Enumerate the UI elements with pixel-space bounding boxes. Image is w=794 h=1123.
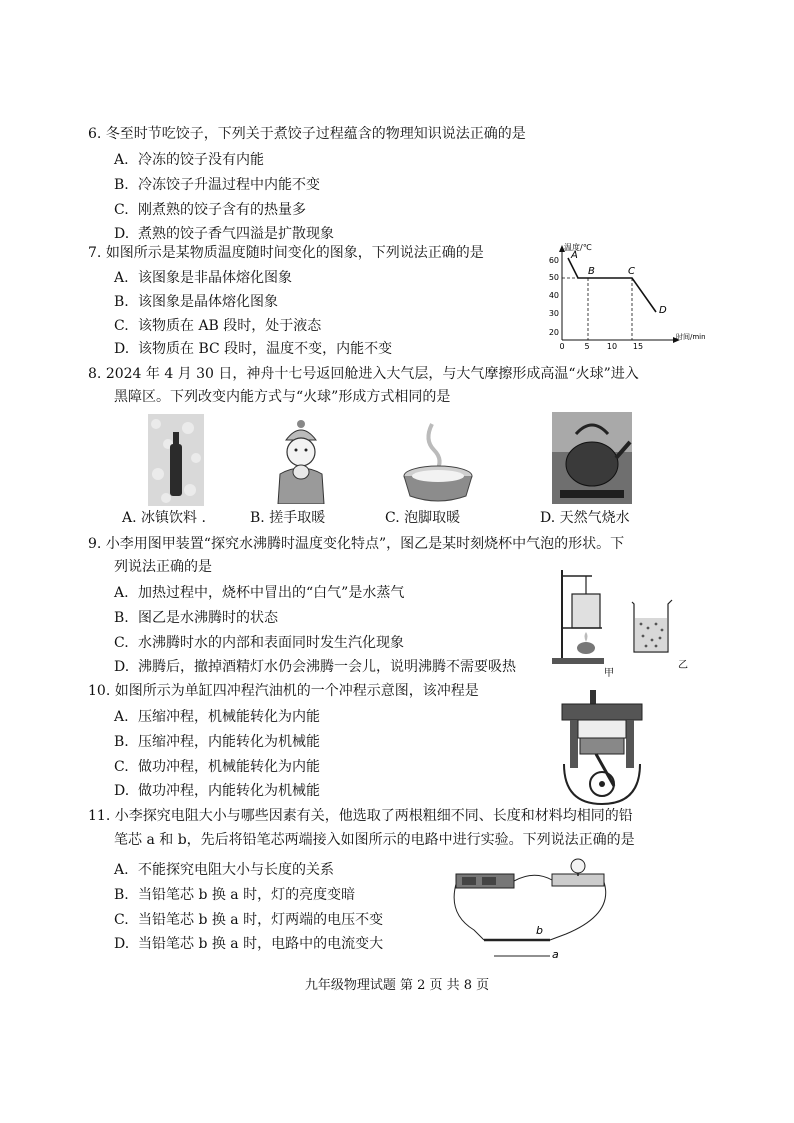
lead-b-label: b [536,924,543,937]
foot-soak-picture [402,420,474,504]
q9-option-c: C. 水沸腾时水的内部和表面同时发生汽化现象 [114,635,404,651]
q7-option-a: A. 该图象是非晶体熔化图象 [114,270,292,286]
q10-option-c: C. 做功冲程，机械能转化为内能 [114,759,320,775]
question-9-stem-line-2: 列说法正确的是 [114,559,212,575]
lead-a-label: a [552,948,559,961]
page-footer: 九年级物理试题 第 2 页 共 8 页 [304,978,490,993]
q6-option-c: C. 刚煮熟的饺子含有的热量多 [114,202,306,218]
x-tick-5: 5 [584,342,590,351]
q11-option-b: B. 当铅笔芯 b 换 a 时，灯的亮度变暗 [114,887,356,903]
question-text: 冬至时节吃饺子，下列关于煮饺子过程蕴含的物理知识说法正确的是 [105,126,526,142]
question-number: 7. [88,245,102,261]
y-tick-20: 20 [548,328,559,337]
q11-option-c: C. 当铅笔芯 b 换 a 时，灯两端的电压不变 [114,912,384,928]
pencil-lead-circuit-figure [448,854,620,962]
graph-curve [568,258,656,312]
q9-option-d: D. 沸腾后，撤掉酒精灯水仍会沸腾一会儿，说明沸腾不需要吸热 [114,659,516,675]
question-11-stem [88,806,708,826]
point-d-label: D [659,305,667,316]
q9-option-b: B. 图乙是水沸腾时的状态 [114,610,278,626]
figure-jia-label: 甲 [604,668,614,678]
q11-option-a: A. 不能探究电阻大小与长度的关系 [114,862,334,878]
question-8-stem [88,364,708,384]
y-tick-40: 40 [548,291,559,300]
question-text: 如图所示是某物质温度随时间变化的图象，下列说法正确的是 [105,245,484,261]
q9-option-a: A. 加热过程中，烧杯中冒出的“白气”是水蒸气 [114,585,405,601]
question-number: 6. [88,126,102,142]
q8-option-c-label: C. 泡脚取暖 [385,510,461,526]
rubbing-hands-picture [270,418,332,504]
question-number: 9. [88,536,102,552]
question-number: 8. [88,366,102,382]
engine-stroke-figure [556,690,648,806]
q7-option-d: D. 该物质在 BC 段时，温度不变，内能不变 [114,341,393,357]
question-6-stem [88,124,688,144]
y-tick-60: 60 [548,256,559,265]
temperature-time-graph [540,240,720,352]
question-text: 如图所示为单缸四冲程汽油机的一个冲程示意图，该冲程是 [114,683,479,699]
q6-option-d: D. 煮熟的饺子香气四溢是扩散现象 [114,226,334,242]
question-text-line-1: 小李用图甲装置“探究水沸腾时温度变化特点”，图乙是某时刻烧杯中气泡的形状。下 [105,536,625,552]
q7-option-b: B. 该图象是晶体熔化图象 [114,294,278,310]
q8-option-a-label: A. 冰镇饮料 . [122,510,206,526]
iced-drink-picture [148,414,204,506]
boiling-apparatus-figure [548,560,698,678]
kettle-picture [552,412,632,504]
point-b-label: B [588,266,595,277]
question-number: 10. [88,683,111,699]
q10-option-d: D. 做功冲程，内能转化为机械能 [114,783,320,799]
q11-option-d: D. 当铅笔芯 b 换 a 时，电路中的电流变大 [114,936,384,952]
q10-option-b: B. 压缩冲程，内能转化为机械能 [114,734,320,750]
y-tick-50: 50 [548,273,559,282]
question-8-stem-line-2: 黑障区。下列改变内能方式与“火球”形成方式相同的是 [114,389,451,405]
q6-option-a: A. 冷冻的饺子没有内能 [114,152,264,168]
point-c-label: C [628,266,635,277]
x-tick-10: 10 [606,342,618,351]
q6-option-b: B. 冷冻饺子升温过程中内能不变 [114,177,320,193]
x-tick-0: 0 [559,342,565,351]
question-number: 11. [88,808,111,824]
graph-y-label: 温度/℃ [564,243,592,252]
x-tick-15: 15 [632,342,644,351]
question-11-stem-line-2: 笔芯 a 和 b，先后将铅笔芯两端接入如图所示的电路中进行实验。下列说法正确的是 [114,832,635,848]
question-text-line-1: 小李探究电阻大小与哪些因素有关，他选取了两根粗细不同、长度和材料均相同的铅 [114,808,633,824]
figure-yi-label: 乙 [678,660,688,671]
question-9-stem [88,534,708,554]
q8-option-b-label: B. 搓手取暖 [250,510,326,526]
q7-option-c: C. 该物质在 AB 段时，处于液态 [114,318,322,334]
graph-x-label: 时间/min [676,333,706,341]
y-tick-30: 30 [548,309,559,318]
q10-option-a: A. 压缩冲程，机械能转化为内能 [114,709,320,725]
point-a-label: A [571,250,578,261]
q8-option-d-label: D. 天然气烧水 [540,510,630,526]
question-text-line-1: 2024 年 4 月 30 日，神舟十七号返回舱进入大气层，与大气摩擦形成高温“火球”进入 [105,366,639,382]
